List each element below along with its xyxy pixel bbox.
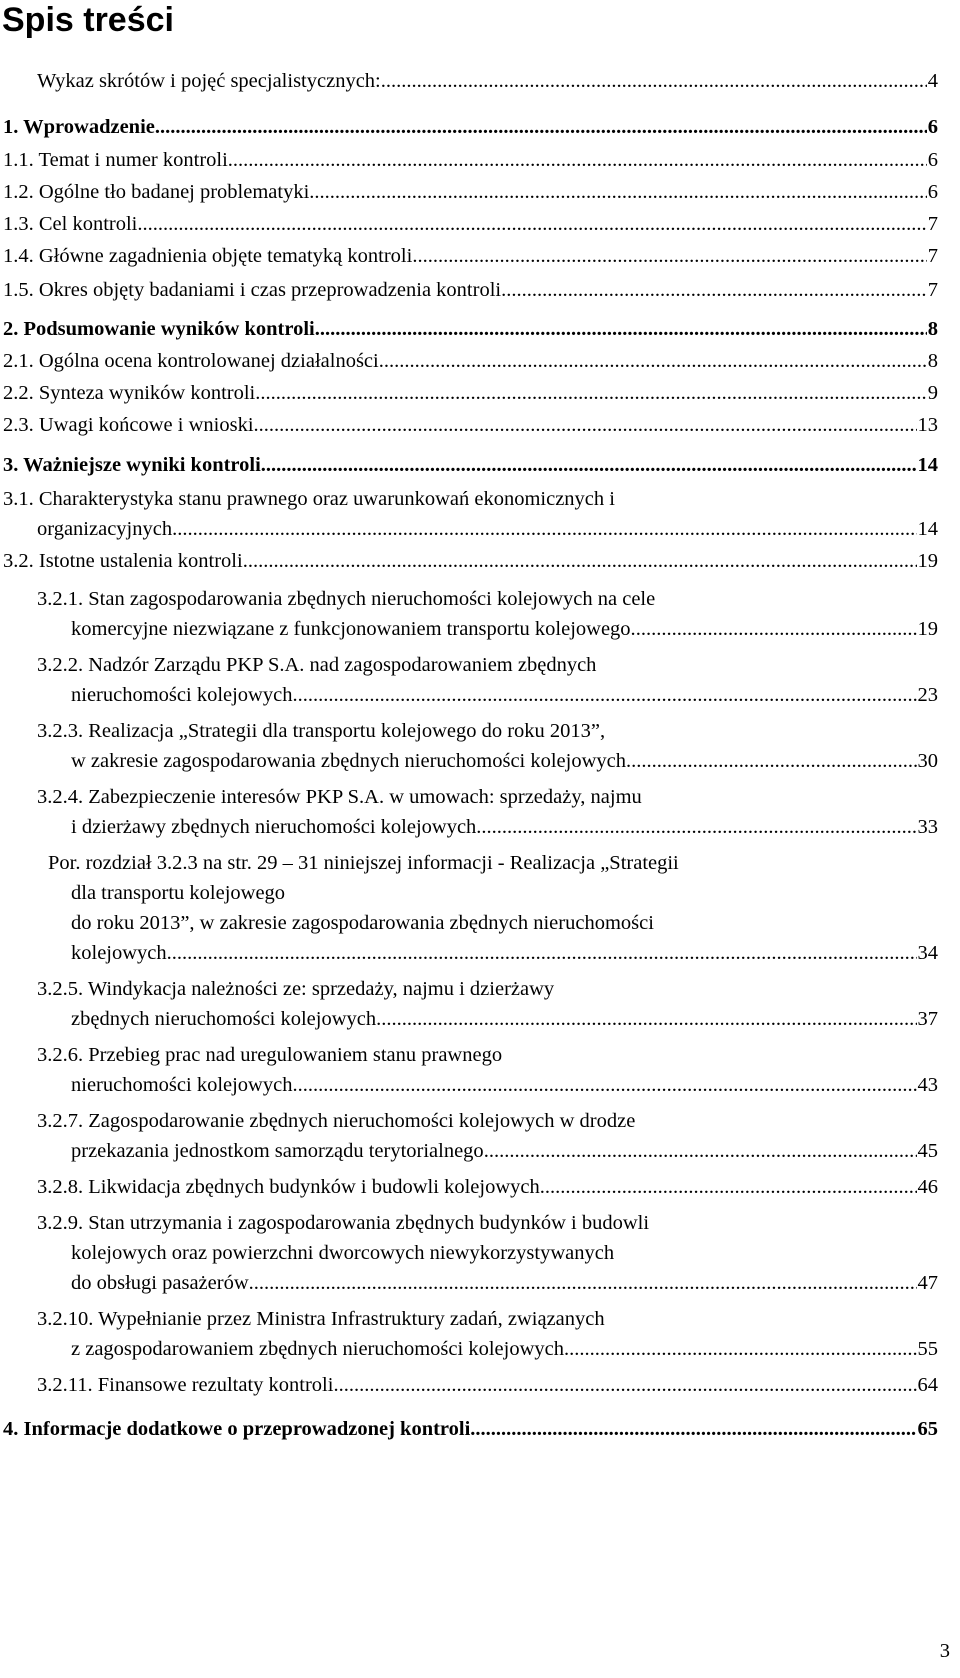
toc-entry[interactable]: 1. Wprowadzenie ..... 6 bbox=[3, 112, 938, 142]
toc-entry-line: kolejowych oraz powierzchni dworcowych niewykorzystywanych bbox=[71, 1242, 615, 1264]
toc-entry[interactable]: z zagospodarowaniem zbędnych nieruchomości kolejowych ..... 55 bbox=[71, 1334, 938, 1364]
toc-entry[interactable]: przekazania jednostkom samorządu terytorialnego ..... 45 bbox=[71, 1136, 938, 1166]
toc-entry-line: 3.2.1. Stan zagospodarowania zbędnych nieruchomości kolejowych na cele bbox=[37, 588, 656, 610]
toc-entry-line: dla transportu kolejowego bbox=[71, 882, 286, 904]
toc-entry-line: 3.2.9. Stan utrzymania i zagospodarowania zbędnych budynków i budowli bbox=[37, 1212, 650, 1234]
toc-entry[interactable]: w zakresie zagospodarowania zbędnych nieruchomości kolejowych. ..... 30 bbox=[71, 746, 938, 776]
toc-entry[interactable]: 1.1. Temat i numer kontroli ..... 6 bbox=[3, 145, 938, 175]
toc-entry[interactable]: 3.2.8. Likwidacja zbędnych budynków i budowli kolejowych ..... 46 bbox=[37, 1172, 938, 1202]
toc-entry[interactable]: 3.2. Istotne ustalenia kontroli ..... 19 bbox=[3, 546, 938, 576]
toc-entry-line: 3.2.10. Wypełnianie przez Ministra Infrastruktury zadań, związanych bbox=[37, 1308, 605, 1330]
toc-entry[interactable]: 3.2.11. Finansowe rezultaty kontroli ..... 64 bbox=[37, 1370, 938, 1400]
toc-entry[interactable]: 1.4. Główne zagadnienia objęte tematyką kontroli ..... 7 bbox=[3, 241, 938, 271]
toc-entry-line: 3.2.5. Windykacja należności ze: sprzedaży, najmu i dzierżawy bbox=[37, 978, 555, 1000]
toc-entry[interactable]: 1.5. Okres objęty badaniami i czas przeprowadzenia kontroli ..... 7 bbox=[3, 275, 938, 305]
toc-entry[interactable]: 4. Informacje dodatkowe o przeprowadzonej kontroli ..... 65 bbox=[3, 1414, 938, 1444]
toc-entry[interactable]: 2. Podsumowanie wyników kontroli ..... 8 bbox=[3, 314, 938, 344]
toc-entry[interactable]: organizacyjnych ..... 14 bbox=[37, 514, 938, 544]
toc-entry-line: 3.2.3. Realizacja „Strategii dla transportu kolejowego do roku 2013”, bbox=[37, 720, 606, 742]
toc-entry-line: 3.2.7. Zagospodarowanie zbędnych nieruchomości kolejowych w drodze bbox=[37, 1110, 636, 1132]
toc-entry[interactable]: i dzierżawy zbędnych nieruchomości kolejowych ..... 33 bbox=[71, 812, 938, 842]
toc-entry[interactable]: nieruchomości kolejowych ..... 23 bbox=[71, 680, 938, 710]
toc-entry[interactable]: kolejowych ..... 34 bbox=[71, 938, 938, 968]
toc-entry-line: Por. rozdział 3.2.3 na str. 29 – 31 niniejszej informacji - Realizacja „Strategii bbox=[48, 852, 679, 874]
toc-entry[interactable]: nieruchomości kolejowych ..... 43 bbox=[71, 1070, 938, 1100]
toc-entry[interactable]: 3. Ważniejsze wyniki kontroli ..... 14 bbox=[3, 450, 938, 480]
toc-entry[interactable]: Wykaz skrótów i pojęć specjalistycznych: ..... 4 bbox=[37, 66, 938, 96]
toc-entry-line: do roku 2013”, w zakresie zagospodarowania zbędnych nieruchomości bbox=[71, 912, 654, 934]
toc-entry[interactable]: 1.3. Cel kontroli ..... 7 bbox=[3, 209, 938, 239]
toc-entry[interactable]: komercyjne niezwiązane z funkcjonowaniem transportu kolejowego. ..... 19 bbox=[71, 614, 938, 644]
toc-entry-line: 3.2.4. Zabezpieczenie interesów PKP S.A. w umowach: sprzedaży, najmu bbox=[37, 786, 642, 808]
toc-entry-line: 3.2.6. Przebieg prac nad uregulowaniem stanu prawnego bbox=[37, 1044, 503, 1066]
toc-entry[interactable]: 1.2. Ogólne tło badanej problematyki ..... 6 bbox=[3, 177, 938, 207]
toc-entry-line: 3.1. Charakterystyka stanu prawnego oraz uwarunkowań ekonomicznych i bbox=[3, 488, 615, 510]
page-number: 3 bbox=[939, 1640, 950, 1662]
page-title: Spis treści bbox=[2, 1, 174, 39]
toc-entry-line: 3.2.2. Nadzór Zarządu PKP S.A. nad zagospodarowaniem zbędnych bbox=[37, 654, 597, 676]
toc-entry[interactable]: zbędnych nieruchomości kolejowych ..... 37 bbox=[71, 1004, 938, 1034]
toc-entry[interactable]: 2.1. Ogólna ocena kontrolowanej działalności ..... 8 bbox=[3, 346, 938, 376]
toc-entry[interactable]: do obsługi pasażerów ..... 47 bbox=[71, 1268, 938, 1298]
toc-entry[interactable]: 2.2. Synteza wyników kontroli ..... 9 bbox=[3, 378, 938, 408]
toc-entry[interactable]: 2.3. Uwagi końcowe i wnioski ..... 13 bbox=[3, 410, 938, 440]
